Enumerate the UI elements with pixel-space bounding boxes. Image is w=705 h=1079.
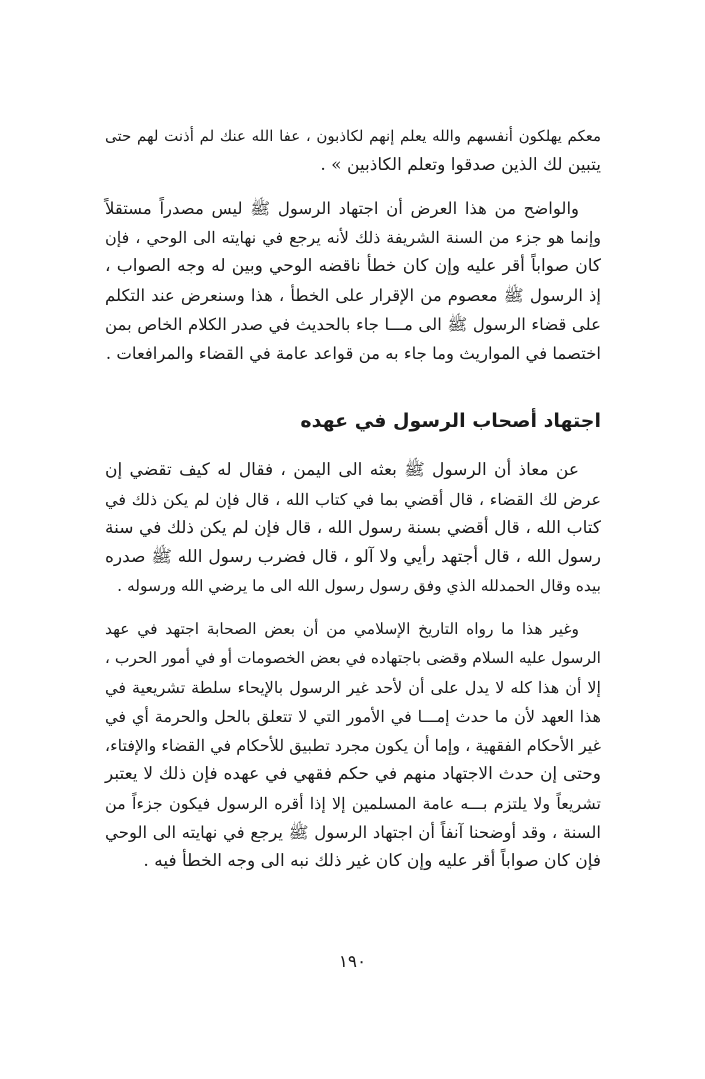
text-line: إلا أن هذا كله لا يدل على أن لأحد غير الرسول بالإيحاء سلطة تشريعية في bbox=[105, 678, 601, 697]
text-line: عرض لك القضاء ، قال أقضي بما في كتاب الله ، قال فإن لم يكن ذلك في bbox=[105, 490, 601, 509]
paragraph-companions-ijtihad bbox=[105, 615, 601, 876]
text-line: كتاب الله ، قال أقضي بسنة رسول الله ، قال فإن لم يكن ذلك في سنة bbox=[105, 518, 601, 538]
paragraph-muadh-hadith bbox=[105, 456, 601, 601]
text-line: عن معاذ أن الرسول ﷺ بعثه الى اليمن ، فقال له كيف تقضي إن bbox=[105, 460, 579, 480]
text-line: تشريعاً ولا يلتزم بـــه عامة المسلمين إلا إذا أقره الرسول فيكون جزءاً من bbox=[105, 794, 601, 813]
page-content bbox=[105, 122, 601, 876]
text-line: رسول الله ، قال أجتهد رأيي ولا آلو ، قال فضرب رسول الله ﷺ صدره bbox=[105, 547, 601, 567]
text-line: وغير هذا ما رواه التاريخ الإسلامي من أن بعض الصحابة اجتهد في عهد bbox=[105, 620, 579, 638]
text-line: يتبين لك الذين صدقوا وتعلم الكاذبين » . bbox=[320, 155, 601, 175]
text-line: على قضاء الرسول ﷺ الى مـــا جاء بالحديث في صدر الكلام الخاص بمن bbox=[105, 315, 601, 334]
paragraph-ijtihad-explanation bbox=[105, 194, 601, 368]
text-line: كان صواباً أقر عليه وإن كان خطأ ناقضه الوحي وبين له وجه الصواب ، bbox=[105, 256, 601, 276]
text-line: اختصما في المواريث وما جاء به من قواعد عامة في القضاء والمرافعات . bbox=[105, 344, 601, 363]
text-line: غير الأحكام الفقهية ، وإما أن يكون مجرد تطبيق للأحكام في القضاء والإفتاء، bbox=[104, 736, 601, 755]
text-line: السنة ، وقد أوضحنا آنفاً أن اجتهاد الرسول ﷺ يرجع في نهايته الى الوحي bbox=[105, 823, 601, 842]
text-line: هذا العهد لأن ما حدث إمـــا في الأمور التي لا تتعلق بالحل والحرمة أي في bbox=[105, 707, 601, 726]
page-number: ١٩٠ bbox=[338, 952, 367, 972]
paragraph-quran-quote bbox=[105, 122, 601, 180]
text-line: إذ الرسول ﷺ معصوم من الإقرار على الخطأ ، هذا وسنعرض عند التكلم bbox=[105, 286, 601, 305]
text-line: وإنما هو جزء من السنة الشريفة ذلك لأنه يرجع في نهايته الى الوحي ، فإن bbox=[105, 228, 601, 247]
section-heading: اجتهاد أصحاب الرسول في عهده bbox=[300, 410, 601, 432]
text-line: الرسول عليه السلام وقضى باجتهاده في بعض الخصومات أو في أمور الحرب ، bbox=[104, 649, 601, 667]
text-line: معكم يهلكون أنفسهم والله يعلم إنهم لكاذبون ، عفا الله عنك لم أذنت لهم حتى bbox=[105, 127, 601, 145]
text-line: والواضح من هذا العرض أن اجتهاد الرسول ﷺ ليس مصدراً مستقلاً bbox=[105, 199, 579, 218]
text-line: وحتى إن حدث الاجتهاد منهم في حكم فقهي في عهده فإن ذلك لا يعتبر bbox=[105, 764, 601, 784]
text-line: فإن كان صواباً أقر عليه وإن كان غير ذلك نبه الى وجه الخطأ فيه . bbox=[143, 851, 601, 871]
text-line: بيده وقال الحمدلله الذي وفق رسول رسول الله الى ما يرضي الله ورسوله . bbox=[117, 577, 601, 595]
